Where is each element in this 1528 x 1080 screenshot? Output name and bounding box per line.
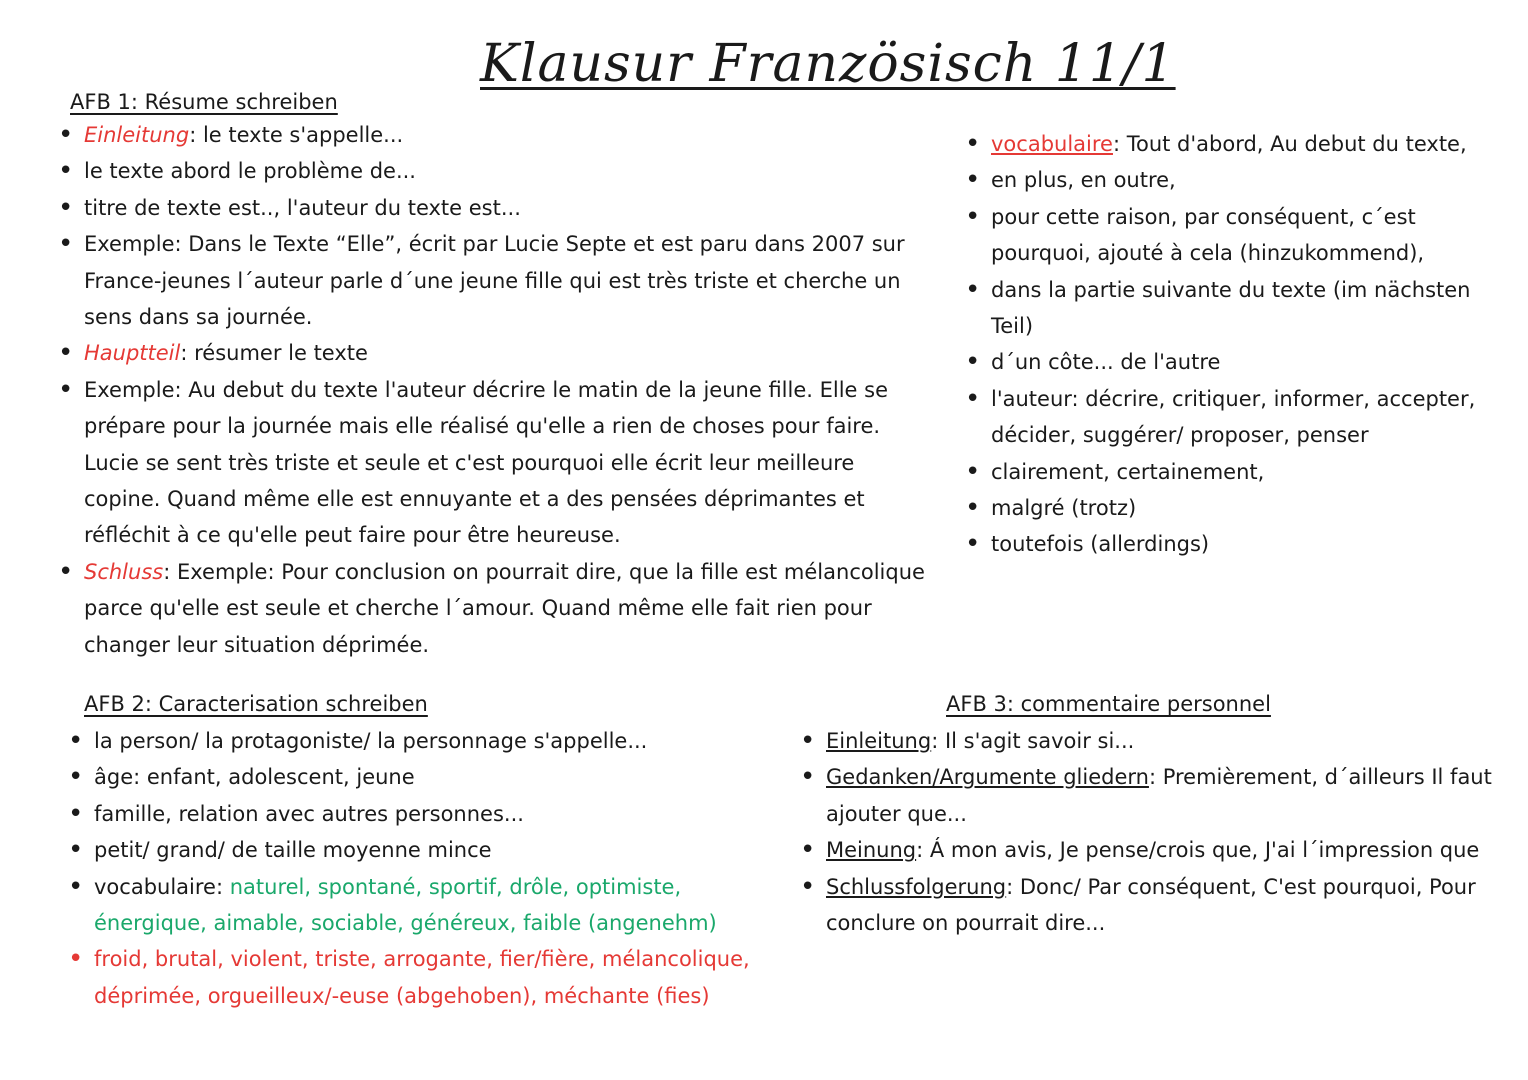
afb1-item: • Exemple: Dans le Texte “Elle”, écrit par Lucie Septe et est paru dans 2007 sur France-jeunes l´auteur parle d´une jeune fille qui est très triste et cherche un sens dans sa journée. bbox=[58, 226, 928, 335]
keyword-schluss: Schluss bbox=[84, 559, 164, 584]
vocab-item: • pour cette raison, par conséquent, c´est pourquoi, ajouté à cela (hinzukommend), bbox=[965, 199, 1505, 272]
afb2-heading: AFB 2: Caracterisation schreiben bbox=[84, 692, 428, 716]
keyword-vocabulaire: vocabulaire bbox=[991, 132, 1113, 156]
afb2-item: • petit/ grand/ de taille moyenne mince bbox=[68, 832, 788, 868]
afb3-item: • Schlussfolgerung: Donc/ Par conséquent, C'est pourquoi, Pour conclure on pourrait dire... bbox=[800, 869, 1500, 942]
vocab-item: • toutefois (allerdings) bbox=[965, 526, 1505, 562]
vocab-item: • d´un côte... de l'autre bbox=[965, 344, 1505, 380]
afb2-item bbox=[68, 941, 788, 1014]
vocab-list bbox=[965, 126, 1505, 563]
keyword-einleitung: Einleitung bbox=[84, 123, 190, 147]
afb2-item: • la person/ la protagoniste/ la personnage s'appelle... bbox=[68, 723, 788, 759]
afb1-item: • titre de texte est.., l'auteur du texte est... bbox=[58, 190, 928, 226]
vocab-item: • dans la partie suivante du texte (im nächsten Teil) bbox=[965, 272, 1505, 345]
vocab-item: • vocabulaire: Tout d'abord, Au debut du texte, bbox=[965, 126, 1505, 162]
afb1-item: • Einleitung: le texte s'appelle... bbox=[58, 117, 928, 153]
negative-adjectives: froid, brutal, violent, triste, arrogante, fier/fière, mélancolique, déprimée, orgueilleux/-euse (abgehoben), méchante (fies) bbox=[94, 947, 750, 1008]
keyword-schlussfolgerung: Schlussfolgerung bbox=[826, 874, 1007, 899]
keyword-gedanken: Gedanken/Argumente gliedern bbox=[826, 765, 1149, 790]
vocab-item: • malgré (trotz) bbox=[965, 490, 1505, 526]
afb3-item: • Meinung: Á mon avis, Je pense/crois que, J'ai l´impression que bbox=[800, 832, 1500, 868]
afb2-item: • vocabulaire: naturel, spontané, sportif, drôle, optimiste, énergique, aimable, sociable, généreux, faible (angenehm) bbox=[68, 869, 788, 942]
afb1-item: • Schluss: Exemple: Pour conclusion on pourrait dire, que la fille est mélancolique parce qu'elle est seule et cherche l´amour. Quand même elle fait rien pour changer leur situation déprimée. bbox=[58, 554, 928, 663]
afb1-item: • Exemple: Au debut du texte l'auteur décrire le matin de la jeune fille. Elle se prépare pour la journée mais elle réalisé qu'elle a rien de choses pour faire. Lucie se sent très triste et seule et c'est pourquoi elle écrit leur meilleure copine. Quand même elle est ennuyante et a des pensées déprimantes et réfléchit à ce qu'elle peut faire pour être heureuse. bbox=[58, 372, 928, 554]
vocab-item: • clairement, certainement, bbox=[965, 454, 1505, 490]
positive-adjectives: naturel, spontané, sportif, drôle, optimiste, énergique, aimable, sociable, généreux, faible (angenehm) bbox=[94, 874, 717, 936]
afb2-list bbox=[68, 723, 788, 1014]
afb3-list bbox=[800, 723, 1500, 941]
afb3-item: • Gedanken/Argumente gliedern: Premièrement, d´ailleurs Il faut ajouter que... bbox=[800, 759, 1500, 832]
keyword-meinung: Meinung bbox=[826, 838, 917, 863]
afb1-item: • Hauptteil: résumer le texte bbox=[58, 335, 928, 371]
afb1-list bbox=[58, 117, 928, 663]
afb3-heading: AFB 3: commentaire personnel bbox=[946, 692, 1271, 716]
afb3-item: • Einleitung: Il s'agit savoir si... bbox=[800, 723, 1500, 759]
keyword-einleitung-afb3: Einleitung bbox=[826, 729, 932, 753]
afb2-item: • famille, relation avec autres personnes... bbox=[68, 796, 788, 832]
vocab-item: • l'auteur: décrire, critiquer, informer, accepter, décider, suggérer/ proposer, penser bbox=[965, 381, 1505, 454]
vocab-item: • en plus, en outre, bbox=[965, 162, 1505, 198]
afb1-item: • le texte abord le problème de... bbox=[58, 153, 928, 189]
keyword-hauptteil: Hauptteil bbox=[84, 341, 181, 366]
afb2-item: • âge: enfant, adolescent, jeune bbox=[68, 759, 788, 795]
page-title: Klausur Französisch 11/1 bbox=[480, 34, 1176, 94]
afb1-heading: AFB 1: Résume schreiben bbox=[70, 90, 338, 114]
